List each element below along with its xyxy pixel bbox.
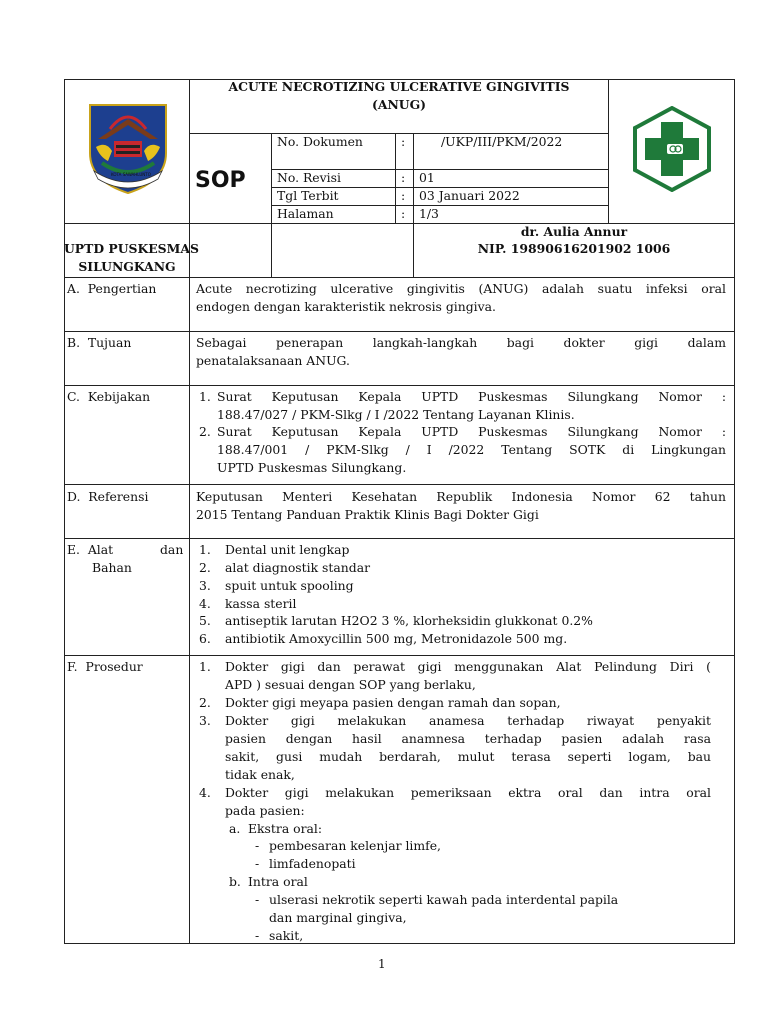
procedure-number: 4.	[199, 785, 211, 800]
policy-item-number: 2.	[199, 424, 211, 439]
material-item: Dental unit lengkap	[225, 542, 350, 557]
material-number: 6.	[199, 631, 211, 646]
table-border-left	[64, 79, 65, 944]
procedure-3-line2: pasien dengan hasil anamnesa terhadap pasien adalah rasa	[225, 731, 711, 746]
bullet-text-continued: dan marginal gingiva,	[269, 910, 407, 925]
policy-item-2-line3: UPTD Puskesmas Silungkang.	[217, 460, 407, 475]
material-number: 4.	[199, 596, 211, 611]
procedure-3-line4: tidak enak,	[225, 767, 295, 782]
page-label: Halaman	[277, 206, 334, 221]
procedure-4-line2: pada pasien:	[225, 803, 305, 818]
divider	[189, 277, 190, 944]
material-number: 5.	[199, 613, 211, 628]
city-logo	[86, 101, 170, 195]
section-a-label: A. Pengertian	[67, 281, 157, 296]
section-d-label: D. Referensi	[67, 489, 149, 504]
policy-item-1-line2: 188.47/027 / PKM-Slkg / I /2022 Tentang Layanan Klinis.	[217, 407, 575, 422]
puskesmas-cross-icon	[629, 106, 715, 192]
divider	[64, 331, 735, 332]
document-title-line1: ACUTE NECROTIZING ULCERATIVE GINGIVITIS	[228, 79, 570, 94]
section-b-line2: penatalaksanaan ANUG.	[196, 353, 350, 368]
table-border-bottom	[64, 943, 735, 944]
material-number: 1.	[199, 542, 211, 557]
material-number: 3.	[199, 578, 211, 593]
page-value: 1/3	[419, 206, 439, 221]
divider	[64, 538, 735, 539]
material-item: kassa steril	[225, 596, 297, 611]
bullet-dash: -	[255, 838, 260, 853]
section-e-label-dan: dan	[160, 542, 184, 557]
procedure-3-line3: sakit, gusi mudah berdarah, mulut terasa seperti logam, bau	[225, 749, 711, 764]
material-number: 2.	[199, 560, 211, 575]
org-name-line1: UPTD PUSKESMAS	[64, 241, 199, 256]
sop-label: SOP	[195, 168, 246, 193]
material-item: spuit untuk spooling	[225, 578, 354, 593]
logo-ribbon-text: KOTA SAWAHLUNTO	[111, 172, 151, 177]
section-b-label: B. Tujuan	[67, 335, 132, 350]
procedure-number: 1.	[199, 659, 211, 674]
divider	[64, 277, 735, 278]
doc-number-colon: :	[401, 134, 406, 149]
section-c-label: C. Kebijakan	[67, 389, 151, 404]
city-emblem-icon	[86, 101, 170, 195]
material-item: antiseptik larutan H2O2 3 %, klorheksidin glukkonat 0.2%	[225, 613, 593, 628]
procedure-3-line1: Dokter gigi melakukan anamesa terhadap riwayat penyakit	[225, 713, 711, 728]
material-item: alat diagnostik standar	[225, 560, 371, 575]
procedure-1-line1: Dokter gigi dan perawat gigi menggunakan Alat Pelindung Diri (	[225, 659, 711, 674]
bullet-text: sakit,	[269, 928, 304, 943]
sub-heading: Intra oral	[248, 874, 308, 889]
procedure-1-line2: APD ) sesuai dengan SOP yang berlaku,	[225, 677, 476, 692]
divider	[64, 385, 735, 386]
bullet-text: limfadenopati	[269, 856, 356, 871]
section-d-line2: 2015 Tentang Panduan Praktik Klinis Bagi Dokter Gigi	[196, 507, 539, 522]
procedure-number: 3.	[199, 713, 211, 728]
issue-date-value: 03 Januari 2022	[419, 188, 520, 203]
material-item: antibiotik Amoxycillin 500 mg, Metronidazole 500 mg.	[225, 631, 568, 646]
section-e-label: E. Alat	[67, 542, 114, 557]
section-a-line2: endogen dengan karakteristik nekrosis gingiva.	[196, 299, 496, 314]
section-b-line1: Sebagai penerapan langkah-langkah bagi dokter gigi dalam	[196, 335, 726, 350]
policy-item-2-line2: 188.47/001 / PKM-Slkg / I /2022 Tentang SOTK di Lingkungan	[217, 442, 726, 457]
policy-item-1-line1: Surat Keputusan Kepala UPTD Puskesmas Silungkang Nomor :	[217, 389, 726, 404]
section-a-line1: Acute necrotizing ulcerative gingivitis (ANUG) adalah suatu infeksi oral	[196, 281, 726, 296]
page-number: 1	[378, 957, 386, 971]
policy-item-number: 1.	[199, 389, 211, 404]
doc-number-label: No. Dokumen	[277, 134, 363, 149]
signer-nip: NIP. 19890616201902 1006	[477, 241, 671, 256]
org-name-line2: SILUNGKANG	[78, 259, 176, 274]
issue-date-colon: :	[401, 188, 406, 203]
policy-item-2-line1: Surat Keputusan Kepala UPTD Puskesmas Silungkang Nomor :	[217, 424, 726, 439]
divider	[64, 655, 735, 656]
divider	[64, 484, 735, 485]
procedure-number: 2.	[199, 695, 211, 710]
doc-number-value: /UKP/III/PKM/2022	[441, 134, 563, 149]
section-f-label: F. Prosedur	[67, 659, 143, 674]
divider	[395, 133, 396, 223]
revision-value: 01	[419, 170, 435, 185]
procedure-4-line1: Dokter gigi melakukan pemeriksaan ektra oral dan intra oral	[225, 785, 711, 800]
bullet-dash: -	[255, 892, 260, 907]
sub-letter: b.	[229, 874, 241, 889]
procedure-2-line1: Dokter gigi meyapa pasien dengan ramah dan sopan,	[225, 695, 561, 710]
puskesmas-logo	[629, 106, 715, 192]
bullet-dash: -	[255, 928, 260, 943]
sub-heading: Ekstra oral:	[248, 821, 323, 836]
issue-date-label: Tgl Terbit	[277, 188, 339, 203]
sub-letter: a.	[229, 821, 241, 836]
table-border-right	[734, 79, 735, 944]
revision-colon: :	[401, 170, 406, 185]
page-colon: :	[401, 206, 406, 221]
divider	[608, 79, 609, 223]
document-title-line2: (ANUG)	[371, 97, 427, 112]
bullet-text: pembesaran kelenjar limfe,	[269, 838, 441, 853]
revision-label: No. Revisi	[277, 170, 341, 185]
signer-name: dr. Aulia Annur	[520, 224, 628, 239]
bullet-text: ulserasi nekrotik seperti kawah pada interdental papila	[269, 892, 619, 907]
section-d-line1: Keputusan Menteri Kesehatan Republik Indonesia Nomor 62 tahun	[196, 489, 726, 504]
section-e-label-bahan: Bahan	[92, 560, 132, 575]
bullet-dash: -	[255, 856, 260, 871]
